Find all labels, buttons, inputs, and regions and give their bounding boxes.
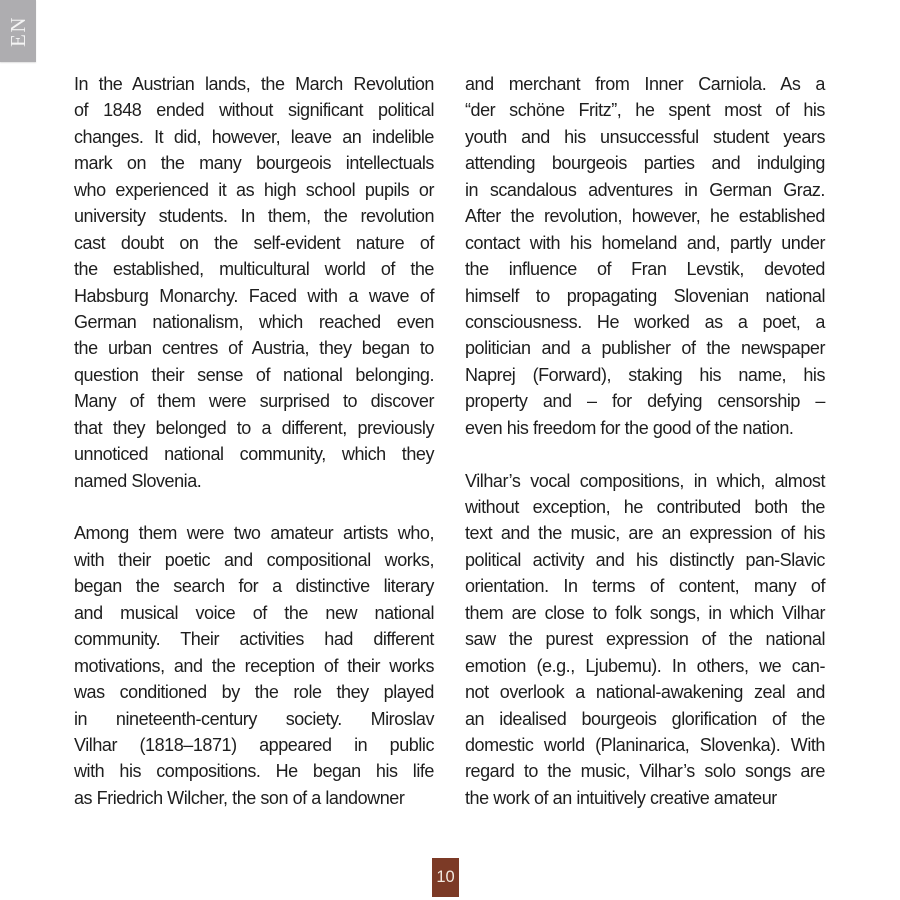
paragraph-line: community. Their activities had different: [74, 629, 434, 650]
text-column-left: [74, 71, 434, 811]
paragraph-line: an idealised bourgeois glorification of the: [465, 708, 825, 729]
paragraph-line: the work of an intuitively creative amateur: [465, 787, 777, 808]
paragraph-line: in nineteenth-century society. Miroslav: [74, 708, 434, 729]
paragraph-line: “der schöne Fritz”, he spent most of his: [465, 100, 825, 121]
paragraph-line: without exception, he contributed both the: [465, 497, 825, 517]
paragraph-line: unnoticed national community, which they: [74, 444, 434, 465]
paragraph-line: German nationalism, which reached even: [74, 311, 434, 332]
paragraph-line: Among them were two amateur artists who,: [74, 523, 434, 544]
text-column-right: [465, 71, 825, 811]
paragraph-line: with his compositions. He began his life: [74, 761, 434, 782]
paragraph-line: Many of them were surprised to discover: [74, 391, 434, 412]
paragraph-line: politician and a publisher of the newspaper: [465, 338, 825, 359]
paragraph-line: was conditioned by the role they played: [74, 682, 434, 703]
paragraph-line: Vilhar’s vocal compositions, in which, almost: [465, 470, 825, 491]
paragraph-line: in scandalous adventures in German Graz.: [465, 179, 825, 200]
paragraph-line: saw the purest expression of the national: [465, 629, 825, 650]
page-number: 10: [436, 868, 455, 886]
paragraph-line: Habsburg Monarchy. Faced with a wave of: [74, 285, 434, 306]
paragraph-line: After the revolution, however, he established: [465, 206, 825, 227]
paragraph-line: text and the music, are an expression of his: [465, 523, 825, 544]
paragraph-line: of 1848 ended without significant political: [74, 100, 434, 121]
paragraph-line: that they belonged to a different, previously: [74, 417, 434, 438]
paragraph-line: regard to the music, Vilhar’s solo songs are: [465, 761, 825, 782]
paragraph-line: property and – for defying censorship –: [465, 391, 825, 412]
page-number-badge: [432, 858, 459, 897]
paragraph-line: the established, multicultural world of the: [74, 259, 434, 280]
paragraph-line: political activity and his distinctly pan-Slavic: [465, 549, 825, 570]
paragraph-line: the influence of Fran Levstik, devoted: [465, 259, 825, 280]
paragraph-line: Naprej (Forward), staking his name, his: [465, 364, 825, 385]
paragraph-spacer: [465, 441, 825, 467]
paragraph-line: domestic world (Planinarica, Slovenka). With: [465, 734, 825, 755]
paragraph-line: attending bourgeois parties and indulging: [465, 153, 825, 174]
paragraph-line: motivations, and the reception of their works: [74, 655, 434, 676]
paragraph-line: consciousness. He worked as a poet, a: [465, 311, 825, 332]
paragraph-spacer: [74, 494, 434, 520]
paragraph-line: In the Austrian lands, the March Revolution: [74, 74, 434, 94]
paragraph-line: contact with his homeland and, partly under: [465, 232, 825, 253]
paragraph-line: even his freedom for the good of the nation.: [465, 417, 794, 438]
paragraph-line: university students. In them, the revolution: [74, 206, 434, 227]
paragraph-line: orientation. In terms of content, many of: [465, 576, 825, 597]
paragraph-line: and merchant from Inner Carniola. As a: [465, 74, 825, 94]
paragraph-line: began the search for a distinctive literary: [74, 576, 434, 597]
paragraph-line: cast doubt on the self-evident nature of: [74, 232, 434, 253]
paragraph-line: who experienced it as high school pupils or: [74, 179, 434, 200]
paragraph-line: mark on the many bourgeois intellectuals: [74, 153, 434, 174]
language-tab: [0, 0, 36, 62]
paragraph-line: and musical voice of the new national: [74, 602, 434, 623]
paragraph-line: emotion (e.g., Ljubemu). In others, we can-: [465, 655, 825, 676]
paragraph-line: changes. It did, however, leave an indelible: [74, 126, 434, 147]
paragraph-line: Vilhar (1818–1871) appeared in public: [74, 734, 434, 755]
paragraph-line: them are close to folk songs, in which Vilhar: [465, 602, 825, 623]
paragraph-line: as Friedrich Wilcher, the son of a landowner: [74, 787, 405, 808]
paragraph-line: named Slovenia.: [74, 470, 202, 491]
paragraph-line: the urban centres of Austria, they began to: [74, 338, 434, 359]
paragraph-line: himself to propagating Slovenian national: [465, 285, 825, 306]
paragraph-line: not overlook a national-awakening zeal and: [465, 682, 825, 703]
paragraph-line: question their sense of national belonging.: [74, 364, 434, 385]
paragraph-line: with their poetic and compositional works,: [74, 549, 434, 570]
language-tab-label: EN: [5, 15, 30, 47]
paragraph-line: youth and his unsuccessful student years: [465, 126, 825, 147]
